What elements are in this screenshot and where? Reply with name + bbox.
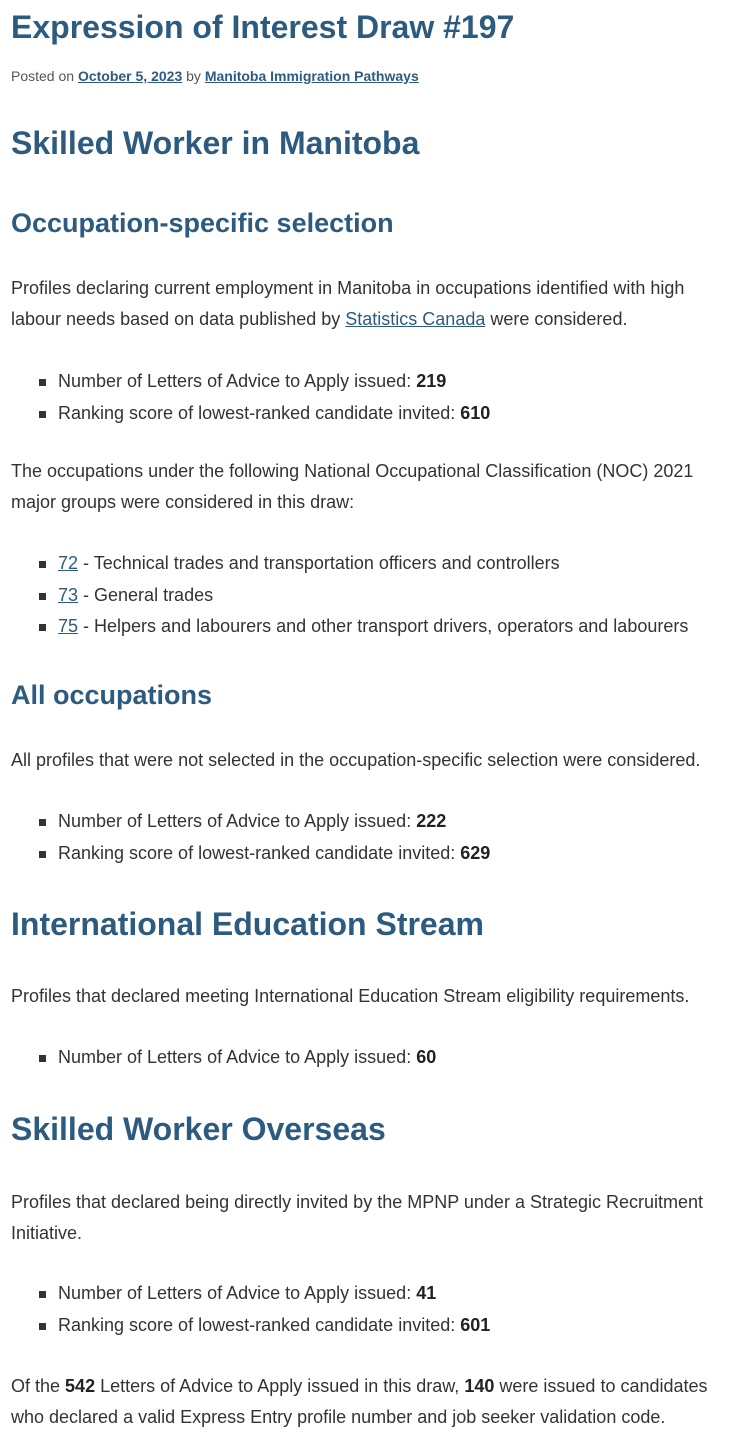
loas-value: 222 [416, 811, 447, 831]
list-item [11, 1310, 490, 1342]
noc-group-list [11, 548, 688, 643]
noc-group-item [11, 548, 688, 580]
occupation-specific-description [11, 273, 739, 335]
loas-label: Number of Letters of Advice to Apply issued: [58, 1283, 412, 1303]
noc-group-label: - Technical trades and transportation officers and controllers [78, 553, 560, 573]
score-value: 629 [460, 842, 491, 863]
loas-value: 60 [416, 1047, 437, 1067]
noc-group-item [11, 611, 688, 643]
all-occupations-results [11, 806, 490, 869]
loas-label: Number of Letters of Advice to Apply issued: [58, 371, 412, 391]
statistics-canada-link[interactable]: Statistics Canada [345, 309, 486, 329]
summary-text: Of the [11, 1376, 61, 1396]
score-label: Ranking score of lowest-ranked candidate invited: [58, 1314, 456, 1335]
noc-group-label: - General trades [78, 584, 214, 605]
draw-summary [11, 1371, 739, 1433]
post-meta [11, 68, 419, 84]
occupation-specific-results [11, 366, 490, 429]
by-label: by [186, 68, 201, 84]
loas-label: Number of Letters of Advice to Apply issued: [58, 1047, 412, 1067]
section-heading-skilled-worker-manitoba: Skilled Worker in Manitoba [11, 125, 420, 161]
list-item [11, 806, 490, 838]
list-item [11, 838, 490, 870]
list-item [11, 398, 490, 430]
list-item [11, 1042, 436, 1074]
express-entry-count-value: 140 [464, 1376, 495, 1396]
noc-group-item [11, 580, 688, 612]
subsection-heading-occupation-specific: Occupation-specific selection [11, 208, 394, 238]
loas-label: Number of Letters of Advice to Apply issued: [58, 811, 412, 831]
score-label: Ranking score of lowest-ranked candidate invited: [58, 842, 456, 863]
noc-group-label: - Helpers and labourers and other transport drivers, operators and labourers [78, 616, 689, 636]
post-date-link[interactable]: October 5, 2023 [77, 68, 183, 84]
noc-group-link[interactable]: 75 [58, 616, 79, 636]
description-text-end: were considered. [490, 309, 628, 329]
posted-on-label: Posted on [11, 68, 75, 84]
noc-description: The occupations under the following National Occupational Classification (NOC) 2021 major groups were considered in this draw: [11, 461, 694, 512]
author-link[interactable]: Manitoba Immigration Pathways [204, 68, 419, 84]
all-occupations-description: All profiles that were not selected in the occupation-specific selection were considered. [11, 750, 701, 770]
section-heading-skilled-worker-overseas: Skilled Worker Overseas [11, 1111, 386, 1147]
section-heading-international-education: International Education Stream [11, 906, 484, 942]
swo-description: Profiles that declared being directly invited by the MPNP under a Strategic Recruitment Initiative. [11, 1192, 704, 1243]
loas-value: 41 [416, 1283, 437, 1303]
loas-value: 219 [416, 371, 447, 391]
score-value: 610 [460, 402, 491, 423]
description-text: Profiles declaring current employment in Manitoba in occupations identified with high labour needs based on data published by [11, 278, 685, 329]
noc-group-link[interactable]: 73 [58, 584, 79, 605]
score-label: Ranking score of lowest-ranked candidate invited: [58, 402, 456, 423]
page-title: Expression of Interest Draw #197 [11, 9, 515, 45]
noc-group-link[interactable]: 72 [58, 553, 79, 573]
ies-description: Profiles that declared meeting International Education Stream eligibility requirements. [11, 986, 690, 1006]
ies-results [11, 1042, 436, 1074]
total-loas-value: 542 [65, 1376, 96, 1396]
list-item [11, 366, 490, 398]
swo-results [11, 1278, 490, 1341]
summary-text: Letters of Advice to Apply issued in this draw, [100, 1376, 460, 1396]
subsection-heading-all-occupations: All occupations [11, 680, 213, 710]
score-value: 601 [460, 1314, 491, 1335]
list-item [11, 1278, 490, 1310]
summary-text: were issued to candidates who declared a valid Express Entry profile number and job seeker validation code. [11, 1376, 708, 1427]
